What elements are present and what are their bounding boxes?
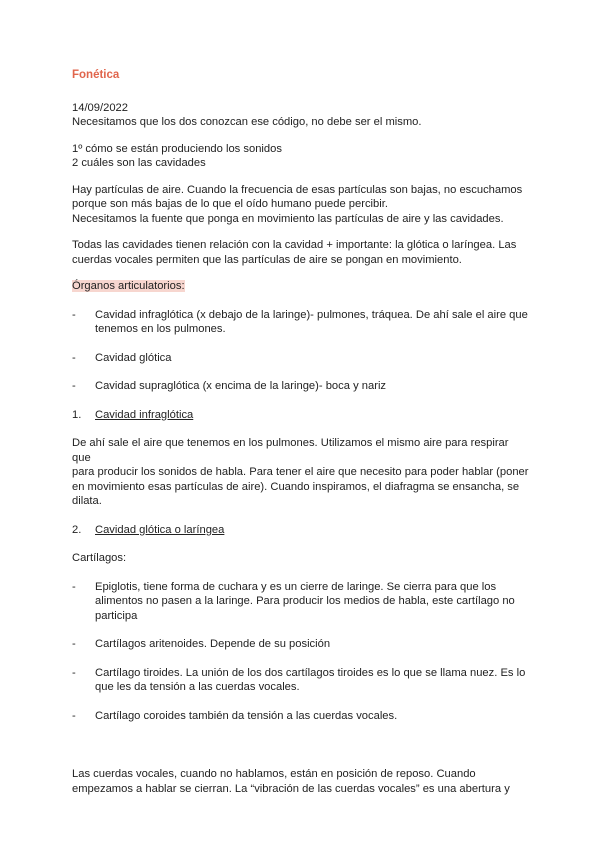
- para3-line-3: en movimiento esas partículas de aire). Cuando inspiramos, el diafragma se ensancha, se: [72, 480, 520, 493]
- list-item-line: tenemos en los pulmones.: [95, 323, 226, 335]
- list-item-line: participa: [95, 609, 138, 622]
- list-item-line: alimentos no pasen a la laringe. Para producir los medios de habla, este cartílago no: [95, 595, 515, 607]
- section-number: 2.: [72, 523, 82, 536]
- document-page: [72, 68, 530, 796]
- list-item: [72, 666, 530, 695]
- section-title: Cavidad infraglótica: [95, 408, 194, 421]
- list-item-line: Epiglotis, tiene forma de cuchara y es un cierre de laringe. Se cierra para que los: [95, 580, 497, 593]
- list-item: [72, 637, 530, 652]
- bullet-dash: -: [72, 351, 76, 364]
- para2-line-2: cuerdas vocales permiten que las partículas de aire se pongan en movimiento.: [72, 253, 462, 266]
- list-item: [72, 709, 530, 724]
- list-item-line: Cartílagos aritenoides. Depende de su posición: [95, 638, 331, 650]
- list-item: [72, 351, 530, 366]
- point-1: 1º cómo se están produciendo los sonidos: [72, 142, 282, 155]
- para1-line-3: Necesitamos la fuente que ponga en movimiento las partículas de aire y las cavidades.: [72, 212, 504, 225]
- para1-line-2: porque son más bajas de lo que el oído humano puede percibir.: [72, 198, 388, 210]
- bullet-dash: -: [72, 380, 76, 392]
- document-title: Fonética: [72, 69, 120, 81]
- para1-line-1: Hay partículas de aire. Cuando la frecuencia de esas partículas son bajas, no escuchamos: [72, 183, 523, 196]
- list-item-line: Cartílago coroides también da tensión a las cuerdas vocales.: [95, 709, 398, 722]
- bullet-dash: -: [72, 638, 76, 650]
- list-item-line: Cartílago tiroides. La unión de los dos cartílagos tiroides es lo que se llama nuez. Es lo: [95, 666, 526, 679]
- section-heading-2: [72, 523, 530, 538]
- list-item: [72, 379, 530, 394]
- section-number: 1.: [72, 408, 82, 421]
- date: 14/09/2022: [72, 101, 128, 114]
- para3-line-4: dilata.: [72, 495, 102, 507]
- bullet-dash: -: [72, 709, 76, 722]
- point-2: 2 cuáles son las cavidades: [72, 157, 206, 169]
- organos-heading: Órganos articulatorios:: [72, 280, 185, 292]
- para2-line-1: Todas las cavidades tienen relación con la cavidad + importante: la glótica o laríngea. Las: [72, 239, 517, 251]
- intro-line: Necesitamos que los dos conozcan ese código, no debe ser el mismo.: [72, 116, 422, 128]
- cartilagos-label: Cartílagos:: [72, 552, 127, 564]
- bullet-dash: -: [72, 308, 76, 321]
- list-item-line: Cavidad infraglótica (x debajo de la laringe)- pulmones, tráquea. De ahí sale el aire que: [95, 308, 528, 321]
- section-heading-1: [72, 408, 530, 423]
- list-item: [72, 308, 530, 337]
- para3-line-2: para producir los sonidos de habla. Para tener el aire que necesito para poder hablar (poner: [72, 466, 529, 478]
- bullet-dash: -: [72, 580, 76, 593]
- list-item-line: Cavidad glótica: [95, 351, 172, 364]
- bullet-dash: -: [72, 666, 76, 679]
- list-item-line: Cavidad supraglótica (x encima de la laringe)- boca y nariz: [95, 380, 387, 392]
- para3-line-1: De ahí sale el aire que tenemos en los pulmones. Utilizamos el mismo aire para respirar que: [72, 437, 509, 464]
- list-item: [72, 580, 530, 624]
- para4-line-2: empezamos a hablar se cierran. La “vibración de las cuerdas vocales” es una abertura y: [72, 782, 510, 795]
- list-item-line: que les da tensión a las cuerdas vocales.: [95, 681, 300, 693]
- para4-line-1: Las cuerdas vocales, cuando no hablamos, están en posición de reposo. Cuando: [72, 768, 476, 780]
- section-title: Cavidad glótica o laríngea: [95, 523, 225, 536]
